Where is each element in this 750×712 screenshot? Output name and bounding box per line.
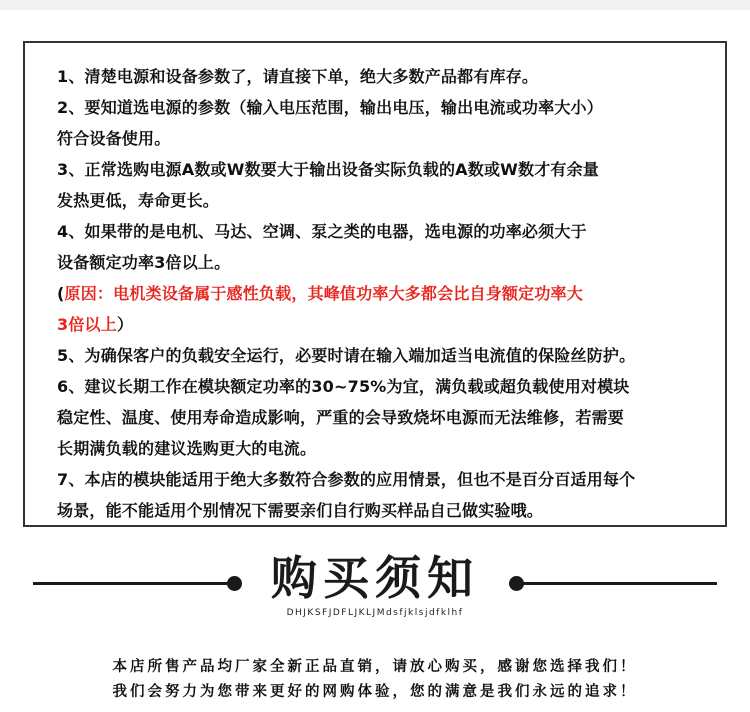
reason-line-2: 3倍以上） (57, 315, 134, 334)
notice-line-4: 3、正常选购电源A数或W数要大于输出设备实际负载的A数或W数才有余量 (57, 160, 599, 179)
notice-line-7: 设备额定功率3倍以上。 (57, 253, 231, 272)
heading-rule-right (517, 582, 717, 585)
notice-line-13: 长期满负载的建议选购更大的电流。 (57, 439, 317, 458)
notice-line-12: 稳定性、温度、使用寿命造成影响，严重的会导致烧坏电源而无法维修，若需要 (57, 408, 625, 427)
notice-line-15: 场景，能不能适用个别情况下需要亲们自行购买样品自己做实验哦。 (57, 501, 544, 520)
open-paren: ( (57, 284, 65, 303)
close-paren: ） (116, 315, 134, 334)
heading-rule-left (33, 582, 233, 585)
heading-title: 购买须知 (271, 551, 479, 605)
notice-line-3: 符合设备使用。 (57, 129, 171, 148)
top-strip (0, 0, 750, 10)
reason-line-1: (原因：电机类设备属于感性负载，其峰值功率大多都会比自身额定功率大 (57, 284, 583, 303)
heading-subtitle: DHJKSFJDFLJKLJMdsfjklsjdfklhf (286, 608, 464, 618)
notice-line-1: 1、清楚电源和设备参数了，请直接下单，绝大多数产品都有库存。 (57, 67, 539, 86)
notice-line-11: 6、建议长期工作在模块额定功率的30~75%为宜，满负载或超负载使用对模块 (57, 377, 630, 396)
notice-line-2: 2、要知道选电源的参数（输入电压范围，输出电压，输出电流或功率大小） (57, 98, 603, 117)
notice-line-6: 4、如果带的是电机、马达、空调、泵之类的电器，选电源的功率必须大于 (57, 222, 587, 241)
notice-line-14: 7、本店的模块能适用于绝大多数符合参数的应用情景，但也不是百分百适用每个 (57, 470, 636, 489)
section-heading (0, 548, 750, 628)
footer (0, 655, 750, 705)
notice-list (57, 61, 717, 526)
footer-line-1: 本店所售产品均厂家全新正品直销，请放心购买，感谢您选择我们！ (112, 659, 638, 675)
notice-box (23, 41, 727, 527)
notice-line-5: 发热更低，寿命更长。 (57, 191, 220, 210)
footer-line-2: 我们会努力为您带来更好的网购体验，您的满意是我们永远的追求！ (112, 684, 638, 700)
notice-line-10: 5、为确保客户的负载安全运行，必要时请在输入端加适当电流值的保险丝防护。 (57, 346, 636, 365)
